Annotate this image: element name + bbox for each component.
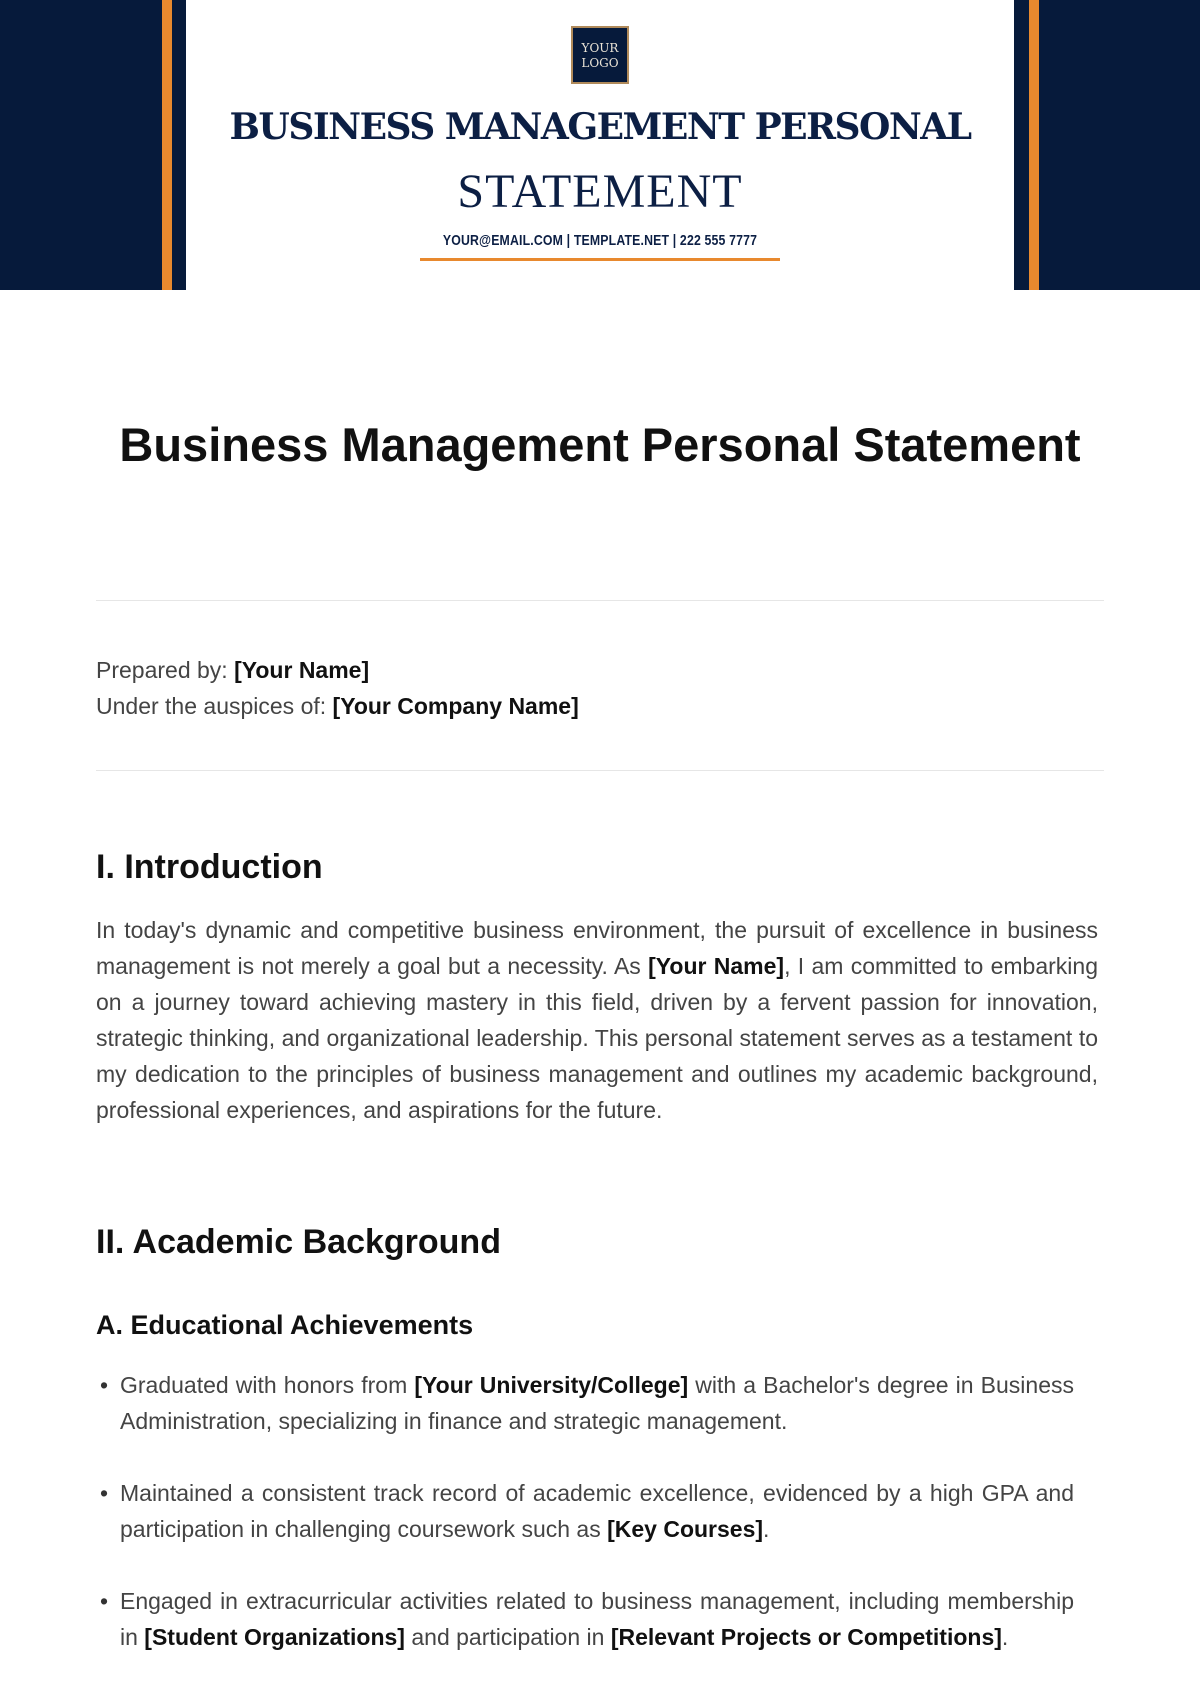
bullet-1-text-b: with a Bachelor's degree in Business Administration, specializing in finance and strategic management. — [120, 1372, 1075, 1434]
list-item-text — [120, 1367, 1074, 1439]
educational-achievements-subheading: A. Educational Achievements — [96, 1310, 474, 1340]
bullet-3-text-a: Engaged in extracurricular activities related to business management, including membership in — [120, 1588, 1074, 1650]
document-header — [0, 0, 1200, 290]
document-title: Business Management Personal Statement — [119, 418, 1081, 471]
list-item — [100, 1583, 1074, 1655]
prepared-by-line — [96, 655, 369, 685]
list-item — [100, 1367, 1074, 1439]
bullet-glyph: • — [100, 1372, 109, 1398]
header-underline-divider — [420, 258, 780, 261]
bullet-glyph: • — [100, 1480, 109, 1506]
university-placeholder: [Your University/College] — [414, 1372, 689, 1398]
logo-line-2: LOGO — [581, 56, 619, 70]
student-organizations-placeholder: [Student Organizations] — [144, 1624, 405, 1650]
intro-text-b: , I am committed to embarking on a journey toward achieving mastery in this field, driven by a fervent passion for innovation, strategic thinking, and organizational leadership. This personal statement serves as a testament to my dedication to the principles of business management and outlines my academic background, professional experiences, and aspirations for the future. — [96, 953, 1098, 1123]
logo-line-1: YOUR — [581, 41, 619, 55]
bullet-3-text-mid: and participation in — [404, 1624, 611, 1650]
header-contact-info: YOUR@EMAIL.COM | TEMPLATE.NET | 222 555 7777 — [442, 232, 758, 249]
bullet-3-text-b: . — [1001, 1624, 1009, 1650]
introduction-heading: I. Introduction — [96, 848, 323, 886]
bullet-2-text-a: Maintained a consistent track record of academic excellence, evidenced by a high GPA and participation in challenging coursework such as — [120, 1480, 1074, 1542]
bullet-1-text-a: Graduated with honors from — [120, 1372, 415, 1398]
divider-bottom — [96, 770, 1104, 771]
divider-top — [96, 600, 1104, 601]
header-title-line-1: BUSINESS MANAGEMENT PERSONAL — [229, 106, 971, 148]
company-logo — [571, 26, 629, 84]
list-item-text — [120, 1583, 1074, 1655]
list-item-text — [120, 1475, 1074, 1547]
projects-placeholder: [Relevant Projects or Competitions] — [610, 1624, 1002, 1650]
introduction-paragraph — [96, 912, 1098, 1128]
auspices-value: [Your Company Name] — [332, 693, 579, 719]
prepared-by-value: [Your Name] — [234, 657, 370, 683]
auspices-label: Under the auspices of: — [96, 693, 333, 719]
intro-name-placeholder: [Your Name] — [648, 953, 785, 979]
prepared-by-label: Prepared by: — [96, 657, 235, 683]
key-courses-placeholder: [Key Courses] — [607, 1516, 764, 1542]
list-item — [100, 1475, 1074, 1547]
header-title-line-2: STATEMENT — [457, 165, 743, 218]
bullet-glyph: • — [100, 1588, 109, 1614]
auspices-line — [96, 691, 579, 721]
bullet-2-text-b: . — [763, 1516, 770, 1542]
academic-background-heading: II. Academic Background — [96, 1223, 501, 1261]
intro-text-a: In today's dynamic and competitive business environment, the pursuit of excellence in business management is not merely a goal but a necessity. As — [96, 917, 1098, 979]
